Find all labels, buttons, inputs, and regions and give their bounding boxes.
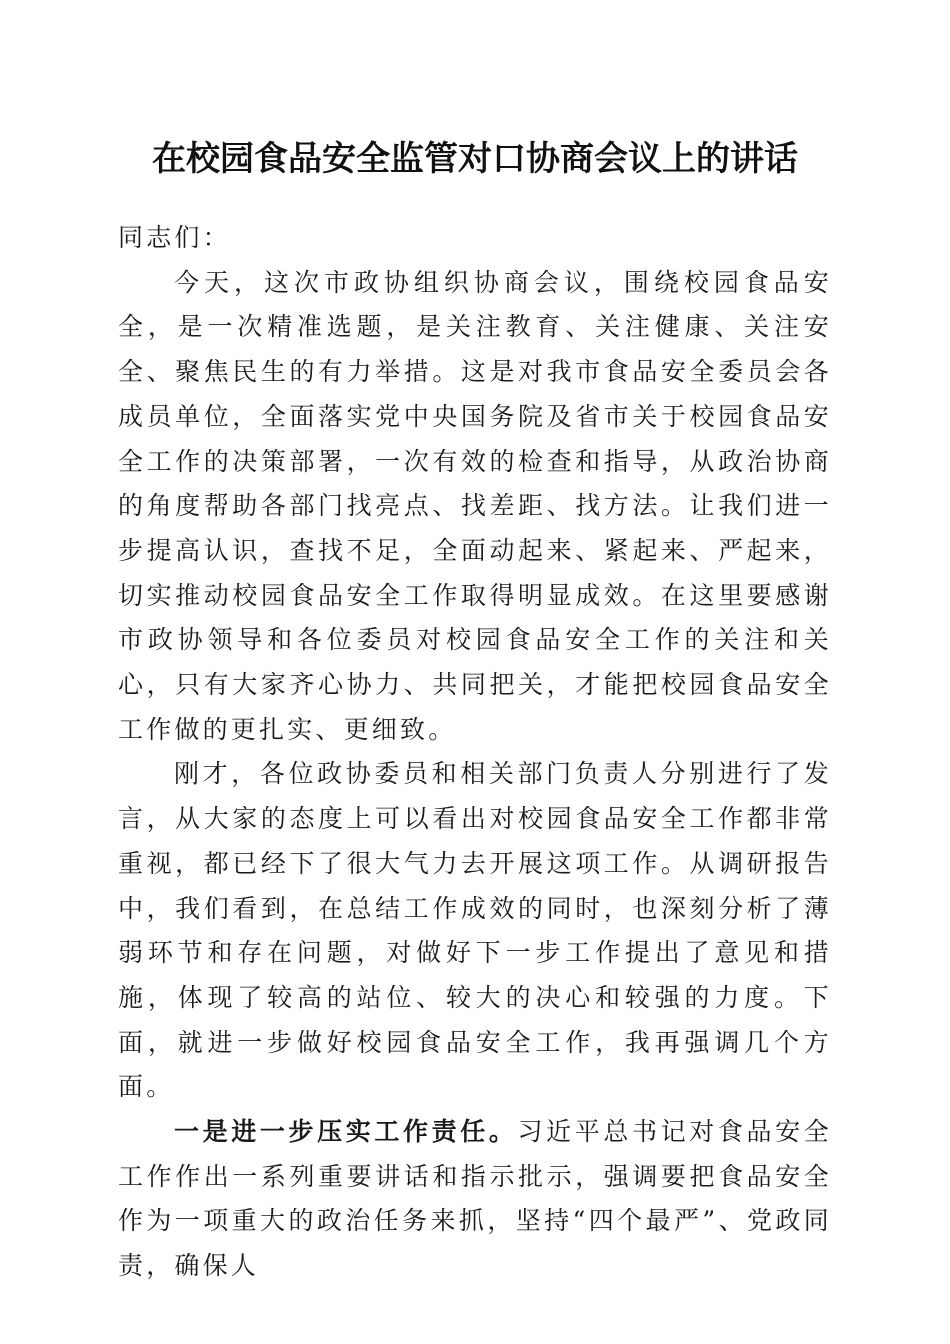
paragraph-3 [118,1110,832,1289]
paragraph-2-text: 刚才，各位政协委员和相关部门负责人分别进行了发言，从大家的态度上可以看出对校园食品安全工作都非常重视，都已经下了很大气力去开展这项工作。从调研报告中，我们看到，在总结工作成效的同时，也深刻分析了薄弱环节和存在问题，对做好下一步工作提出了意见和措施，体现了较高的站位、较大的决心和较强的力度。下面，就进一步做好校园食品安全工作，我再强调几个方面。 [118,759,832,1102]
paragraph-2 [118,752,832,1110]
paragraph-1 [118,261,832,753]
document-body [118,216,832,1289]
paragraph-3-lead: 一是进一步压实工作责任。 [174,1117,518,1147]
document-title: 在校园食品安全监管对口协商会议上的讲话 [152,139,798,179]
greeting: 同志们： [118,223,231,252]
paragraph-1-text: 今天，这次市政协组织协商会议，围绕校园食品安全，是一次精准选题，是关注教育、关注健康、关注安全、聚焦民生的有力举措。这是对我市食品安全委员会各成员单位，全面落实党中央国务院及省市关于校园食品安全工作的决策部署，一次有效的检查和指导，从政治协商的角度帮助各部门找亮点、找差距、找方法。让我们进一步提高认识，查找不足，全面动起来、紧起来、严起来，切实推动校园食品安全工作取得明显成效。在这里要感谢市政协领导和各位委员对校园食品安全工作的关注和关心，只有大家齐心协力、共同把关，才能把校园食品安全工作做的更扎实、更细致。 [118,267,832,744]
paragraph-3-text: 习近平总书记对食品安全工作作出一系列重要讲话和指示批示，强调要把食品安全作为一项重大的政治任务来抓，坚持“四个最严”、党政同责，确保人 [118,1117,833,1281]
